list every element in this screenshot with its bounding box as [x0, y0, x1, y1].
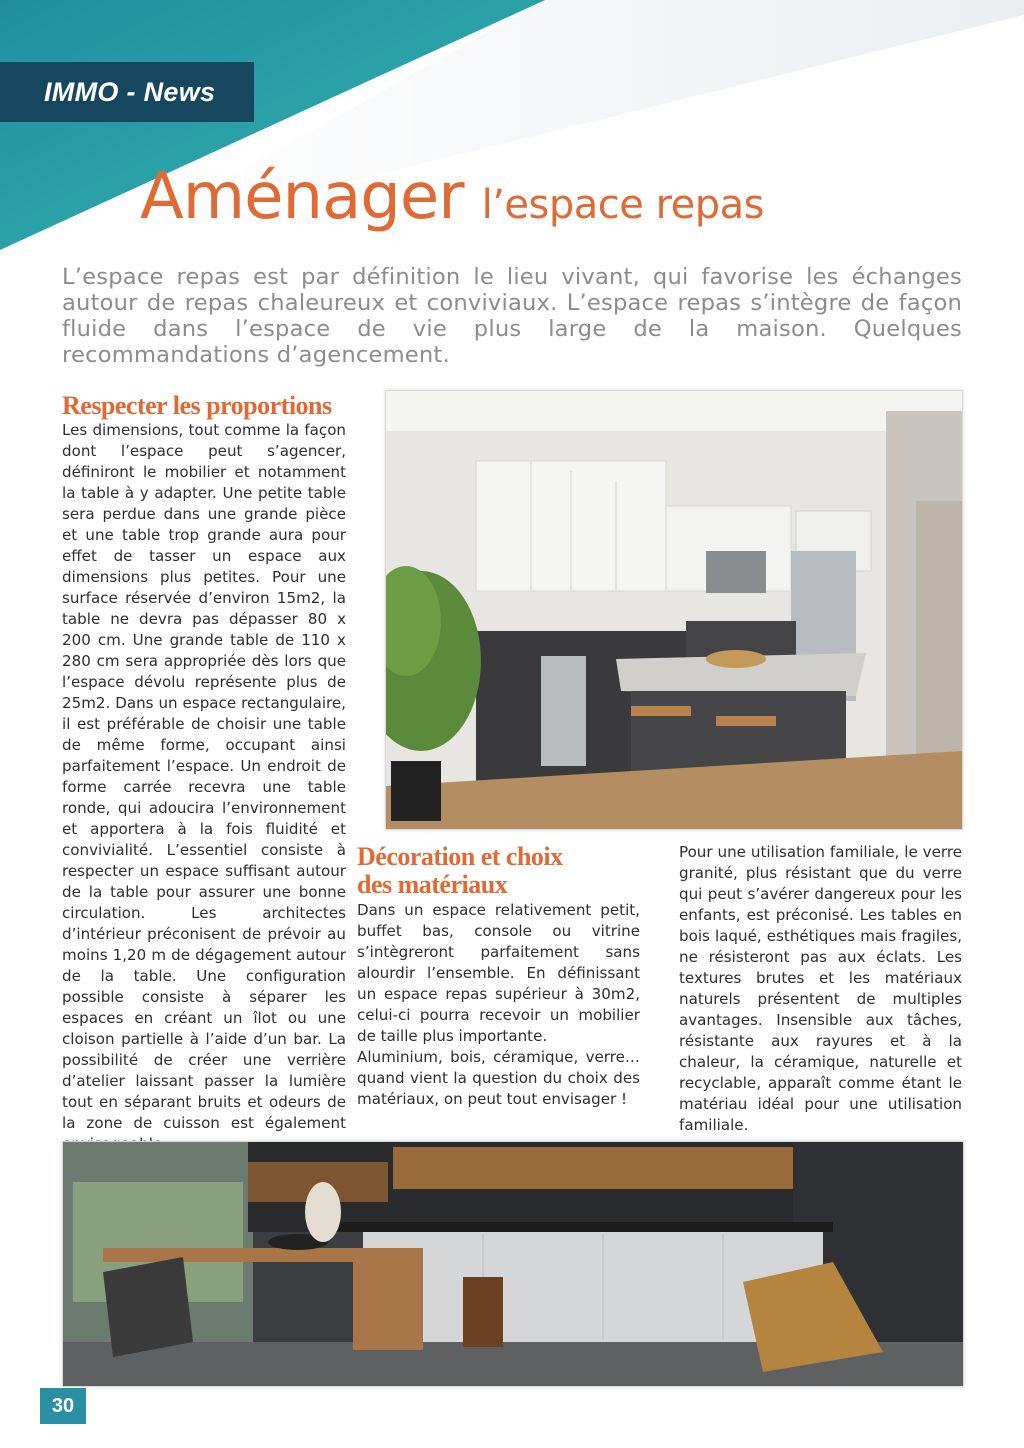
- title-main: Aménager: [140, 160, 464, 234]
- section2-heading-line2: des matériaux: [357, 870, 508, 899]
- page-number: 30: [40, 1388, 86, 1424]
- kitchen-illustration: [386, 391, 962, 829]
- title-rest: l’espace repas: [481, 182, 765, 228]
- section2-body-p1: Dans un espace relativement petit, buffet bas, console ou vitrine s’intègreront parfaitement sans alourdir l’ensemble. En définissant un espace repas supérieur à 30m2, celui-ci pourra recevoir un mobilier de taille plus importante.: [357, 901, 640, 1045]
- section2-heading: [357, 843, 563, 899]
- page-title: [140, 160, 764, 234]
- dining-illustration: [63, 1142, 963, 1386]
- dining-kitchen-photo: [62, 1141, 964, 1387]
- lead-paragraph: L’espace repas est par définition le lieu vivant, qui favorise les échanges autour de repas chaleureux et conviviaux. L’espace repas s’intègre de façon fluide dans l’espace de vie plus large de la maison. Quelques recommandations d’agencement.: [62, 264, 962, 368]
- section1-heading: Respecter les proportions: [62, 391, 332, 420]
- section2-heading-line1: Décoration et choix: [357, 842, 563, 871]
- section-badge: IMMO - News: [0, 62, 254, 122]
- section3-body: Pour une utilisation familiale, le verre granité, plus résistant que du verre qui peut s’avérer dangereux pour les enfants, est préconisé. Les tables en bois laqué, esthétiques mais fragiles, ne résisteront pas aux éclats. Les textures brutes et les matériaux naturels présentent de multiples avantages. Insensible aux tâches, résistante aux rayures et à la chaleur, la céramique, naturelle et recyclable, apparaît comme étant le matériau idéal pour une utilisation familiale.: [679, 843, 962, 1134]
- kitchen-photo: [385, 390, 963, 830]
- section2-body-p2: Aluminium, bois, céramique, verre… quand vient la question du choix des matériaux, on peut tout envisager !: [357, 1048, 640, 1108]
- section1-body: Les dimensions, tout comme la façon dont l’espace peut s’agencer, définiront le mobilier et notamment la table à y adapter. Une petite table sera perdue dans une grande pièce et une table trop grande aura pour effet de tasser un espace aux dimensions plus petites. Pour une surface réservée d’environ 15m2, la table ne devra pas dépasser 80 x 200 cm. Une grande table de 110 x 280 cm sera appropriée dès lors que l’espace dévolu représente plus de 25m2. Dans un espace rectangulaire, il est préférable de choisir une table de même forme, occupant ainsi parfaitement l’espace. Un endroit de forme carrée recevra une table ronde, qui adoucira l’environnement et apportera à la fois fluidité et convivialité. L’essentiel consiste à respecter un espace suffisant autour de la table pour assurer une bonne circulation. Les architectes d’intérieur préconisent de prévoir au moins 1,20 m de dégagement autour de la table. Une configuration possible consiste à séparer les espaces en créant un îlot ou une cloison partielle à l’aide d’un bar. La possibilité de créer une verrière d’atelier laissant passer la lumière tout en séparant bruits et odeurs de la zone de cuisson est également: [62, 421, 346, 1132]
